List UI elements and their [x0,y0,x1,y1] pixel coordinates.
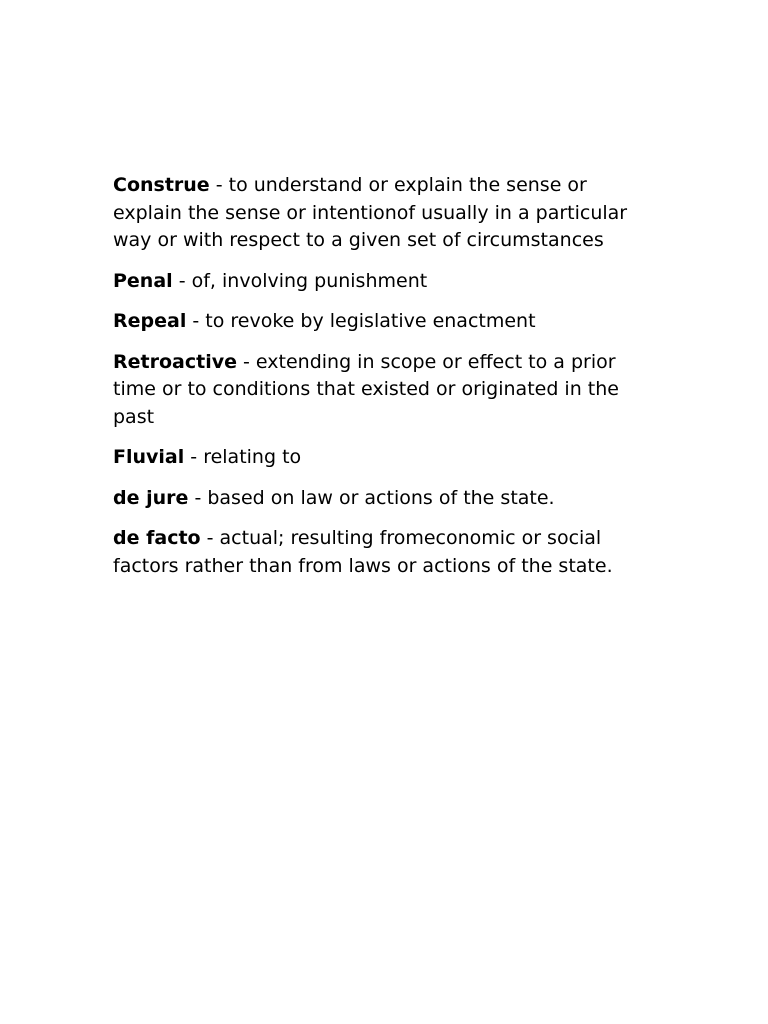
separator: - [184,446,204,468]
term-de-facto: de facto [113,527,201,549]
separator: - [236,350,256,373]
separator: - [209,174,229,196]
definition-entry-repeal [113,308,658,336]
definition-list [113,172,658,593]
term-retroactive: Retroactive [113,350,237,373]
separator: - [188,486,208,509]
definition-fluvial: relating to [203,446,302,468]
separator: - [186,310,206,332]
separator: - [172,269,192,292]
definition-entry-fluvial [113,444,658,472]
definition-entry-de-jure [113,485,658,513]
definition-entry-construe [113,172,658,255]
separator: - [200,527,220,549]
definition-entry-de-facto [113,525,658,580]
term-repeal: Repeal [113,310,187,332]
definition-entry-retroactive [113,349,658,432]
definition-entry-penal [113,268,658,296]
definition-de-facto: actual; resulting fromeconomic or social factors rather than from laws or actions of the state. [113,527,613,577]
term-fluvial: Fluvial [113,446,185,468]
term-de-jure: de jure [113,486,189,509]
term-construe: Construe [113,174,210,196]
definition-repeal: to revoke by legislative enactment [205,310,536,332]
term-penal: Penal [113,269,173,292]
definition-de-jure: based on law or actions of the state. [207,486,555,509]
definition-retroactive: extending in scope or effect to a prior time or to conditions that existed or originated in the past [113,350,619,428]
definition-construe: to understand or explain the sense or explain the sense or intentionof usually in a particular way or with respect to a given set of circumstances [113,174,628,251]
definition-penal: of, involving punishment [191,269,428,292]
